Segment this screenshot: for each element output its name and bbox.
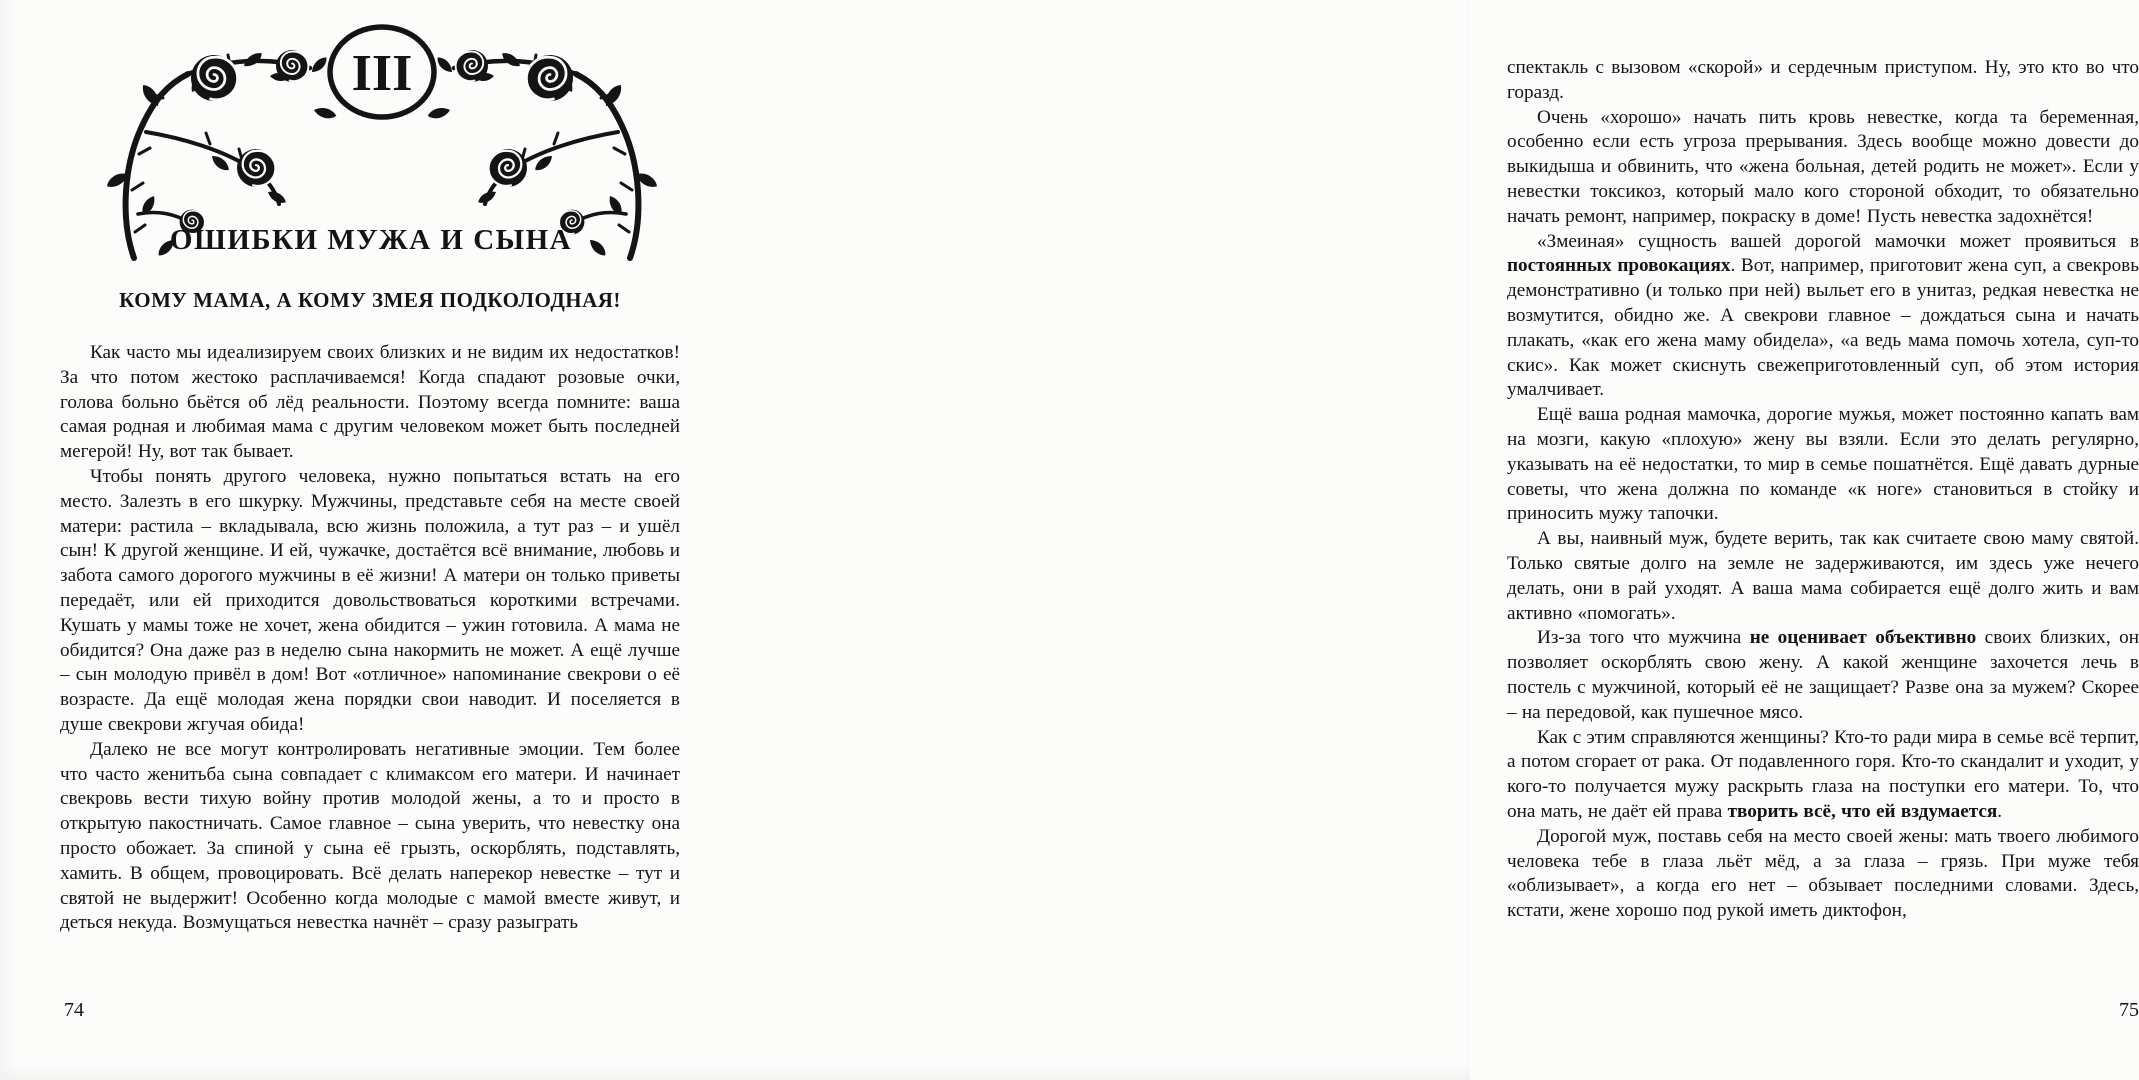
chapter-medallion (330, 27, 434, 117)
paragraph: Очень «хорошо» начать пить кровь невестке, когда та беременная, особенно если есть угроза прерывания. Здесь вообще можно довести до выкидыша и обвинить, что «жена больная, детей родить не может». Если у невестки токсикоз, который мало кого стороной обходит, то обязательно начать ремонт, например, покраску в доме! Пусть невестка задохнётся! (1507, 106, 2139, 227)
emphasis-text: постоянных провокациях (1507, 255, 1731, 277)
paragraph: Ещё ваша родная мамочка, дорогие мужья, может постоянно капать вам на мозги, какую «плохую» жену вы взяли. Если это делать регулярно, указывать на её недостатки, то мир в семье пошатнётся. Ещё давать дурные советы, что жена должна по команде «к ноге» становиться в стойку и приносить мужу тапочки. (1507, 404, 2139, 525)
paragraph: А вы, наивный муж, будете верить, так как считаете свою маму святой. Только святые долго на земле не задерживаются, им здесь уже нечего делать, они в рай уходят. А ваша мама собирается ещё долго жить и вам активно «помогать». (1507, 528, 2139, 624)
paragraph: спектакль с вызовом «скорой» и сердечным приступом. Ну, это кто во что горазд. (1507, 57, 2139, 103)
book-page-left (0, 0, 735, 1080)
chapter-subtitle: КОМУ МАМА, А КОМУ ЗМЕЯ ПОДКОЛОДНАЯ! (119, 288, 621, 312)
paragraph: Из-за того что мужчина не оценивает объективно своих близких, он позволяет оскорблять свою жену. А какой женщине захочется лечь в постель с мужчиной, который её не защищает? Разве она за мужем? Скорее – на передовой, как пушечное мясо. (1507, 627, 2139, 723)
chapter-title: ОШИБКИ МУЖА И СЫНА (169, 224, 573, 256)
book-page-right (735, 0, 2139, 1080)
page-number-right: 75 (2119, 999, 2139, 1021)
paragraph: Как часто мы идеализируем своих близких и не видим их недостатков! За что потом жестоко расплачиваемся! Когда спадают розовые очки, голова больно бьётся об лёд реальности. Поэтому всегда помните: ваша самая родная и любимая мама с другим человеком может быть последней мегерой! Ну, вот так бывает. (60, 342, 680, 463)
page-number-left: 74 (64, 999, 84, 1021)
page-body-left (60, 341, 680, 936)
page-body-right (1507, 56, 2139, 924)
emphasis-text: не оценивает объективно (1749, 627, 1977, 649)
emphasis-text: творить всё, что ей вздумается (1727, 800, 1998, 822)
paragraph: Далеко не все могут контролировать негативные эмоции. Тем более что часто женитьба сына совпадает с климаксом его матери. И начинает свекровь вести тихую войну против молодой жены, а то и просто в открытую пакостничать. Самое главное – сына уверить, что невестку она просто обожает. За спиной у сына её грызть, оскорблять, подставлять, хамить. В общем, провоцировать. Всё делать наперекор невестке – тут и святой не выдержит! Особенно когда молодые с мамой вместе живут, и деться некуда. Возмущаться невестка начнёт – сразу разыграть (60, 738, 680, 934)
paragraph: Чтобы понять другого человека, нужно попытаться встать на его место. Залезть в его шкурку. Мужчины, представьте себя на месте своей матери: растила – вкладывала, всю жизнь положила, а тут раз – и ушёл сын! К другой женщине. И ей, чужачке, достаётся всё внимание, любовь и забота самого дорогого мужчины в её жизни! А матери он только приветы передаёт, или ей приходится довольствоваться короткими встречами. Кушать у мамы тоже не хочет, жена обидится – ужин готовила. А мама не обидится? Она даже раз в неделю сына накормить не может. А ещё лучше – сын молодую привёл в дом! Вот «отличное» напоминание свекрови о её возрасте. Да ещё молодая жена порядки свои наводит. И поселяется в душе свекрови жгучая обида! (60, 465, 680, 735)
chapter-number: III (351, 45, 413, 102)
paragraph: «Змеиная» сущность вашей дорогой мамочки может проявиться в постоянных провокациях. Вот, например, приготовит жена суп, а свекровь демонстративно (и только при ней) выльет его в унитаз, редкая невестка не возмутится, обидно же. А свекрови главное – дождаться сына и начать плакать, «как его жена маму обидела», «а ведь мама помочь хотела, суп-то скис». Как может скиснуть свежеприготовленный суп, об этом история умалчивает. (1507, 230, 2139, 401)
paragraph: Как с этим справляются женщины? Кто-то ради мира в семье всё терпит, а потом сгорает от рака. От подавленного горя. Кто-то скандалит и уходит, у кого-то получается мужу раскрыть глаза на поступки его матери. То, что она мать, не даёт ей права творить всё, что ей вздумается. (1507, 726, 2139, 822)
paragraph: Дорогой муж, поставь себя на место своей жены: мать твоего любимого человека тебе в глаза льёт мёд, а за глаза – грязь. При муже тебя «облизывает», а когда его нет – обзывает последними словами. Здесь, кстати, жене хорошо под рукой иметь диктофон, (1507, 825, 2139, 922)
